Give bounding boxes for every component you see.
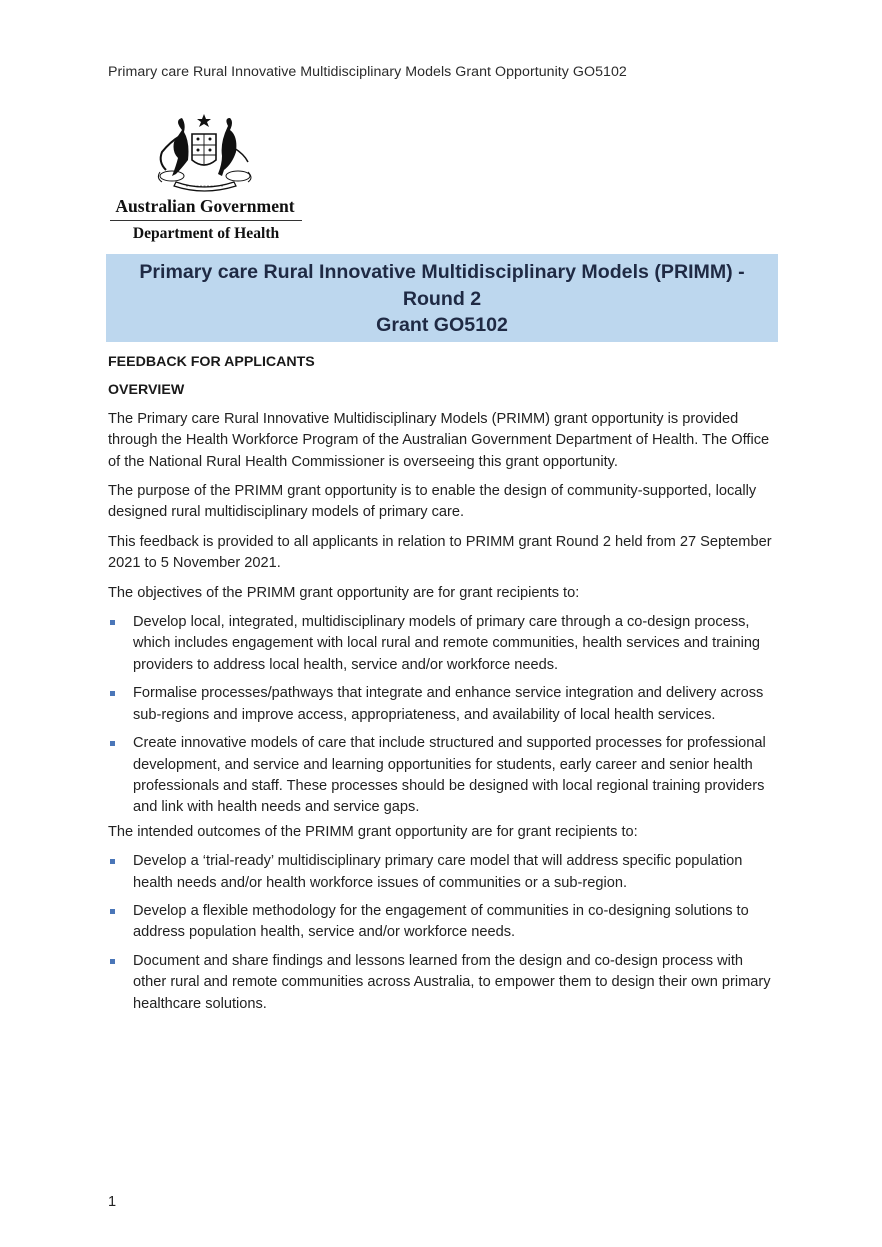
overview-paragraph-1: The Primary care Rural Innovative Multidisciplinary Models (PRIMM) grant opportunity is provided through the Health Workforce Program of the Australian Government Department of Health. The Office of the National Rural Health Commissioner is overseeing this grant opportunity.	[108, 410, 770, 470]
document-body	[108, 352, 778, 1022]
document-title-box	[106, 254, 778, 342]
square-bullet-icon	[110, 620, 115, 625]
title-line-2: Round 2	[402, 287, 482, 310]
department-name: Department of Health	[132, 225, 280, 242]
objectives-intro: The objectives of the PRIMM grant opportunity are for grant recipients to:	[108, 584, 580, 601]
overview-paragraph-2: The purpose of the PRIMM grant opportunity is to enable the design of community-supported, locally designed rural multidisciplinary models of primary care.	[108, 483, 757, 521]
square-bullet-icon	[110, 741, 115, 746]
list-item	[108, 612, 778, 676]
overview-paragraph-3: This feedback is provided to all applicants in relation to PRIMM grant Round 2 held from 27 September 2021 to 5 November 2021.	[108, 533, 772, 572]
list-item	[108, 733, 778, 819]
objective-text: Formalise processes/pathways that integrate and enhance service integration and delivery across sub-regions and improve access, appropriateness, and availability of local health services.	[133, 685, 764, 723]
outcomes-intro: The intended outcomes of the PRIMM grant opportunity are for grant recipients to:	[108, 823, 638, 840]
outcome-text: Develop a ‘trial-ready’ multidisciplinary primary care model that will address specific population health needs and/or health workforce issues of communities or a sub-region.	[133, 853, 743, 891]
outcome-text: Develop a flexible methodology for the engagement of communities in co-designing solutions to address population health, service and/or workforce needs.	[133, 902, 749, 941]
square-bullet-icon	[110, 859, 115, 864]
government-logo	[108, 112, 304, 248]
running-header: Primary care Rural Innovative Multidisciplinary Models Grant Opportunity GO5102	[108, 64, 627, 80]
list-item	[108, 851, 778, 894]
objective-text: Create innovative models of care that include structured and supported processes for professional development, and service and learning opportunities for students, early career and senior health professionals and staff. These processes should be designed with local regional training providers and link with health needs and service gaps.	[133, 735, 766, 816]
outcome-text: Document and share findings and lessons learned from the design and co-design process with other rural and remote communities across Australia, to empower them to design their own primary healthcare solutions.	[133, 952, 771, 1012]
title-line-1: Primary care Rural Innovative Multidisciplinary Models (PRIMM) -	[139, 261, 745, 283]
page-number: 1	[108, 1194, 117, 1210]
government-name: Australian Government	[115, 196, 295, 216]
coat-of-arms-icon	[152, 112, 260, 194]
list-item	[108, 901, 778, 944]
logo-divider	[110, 220, 302, 221]
square-bullet-icon	[110, 691, 115, 696]
list-item	[108, 683, 778, 726]
title-line-3: Grant GO5102	[376, 314, 508, 336]
square-bullet-icon	[110, 959, 115, 964]
outcomes-list	[108, 851, 778, 1015]
objective-text: Develop local, integrated, multidisciplinary models of primary care through a co-design process, which includes engagement with local rural and remote communities, health services and training providers to address local health, service and/or workforce needs.	[133, 614, 761, 673]
overview-heading: OVERVIEW	[108, 382, 185, 399]
list-item	[108, 951, 778, 1015]
objectives-list	[108, 612, 778, 819]
square-bullet-icon	[110, 909, 115, 914]
feedback-heading: FEEDBACK FOR APPLICANTS	[108, 354, 315, 370]
